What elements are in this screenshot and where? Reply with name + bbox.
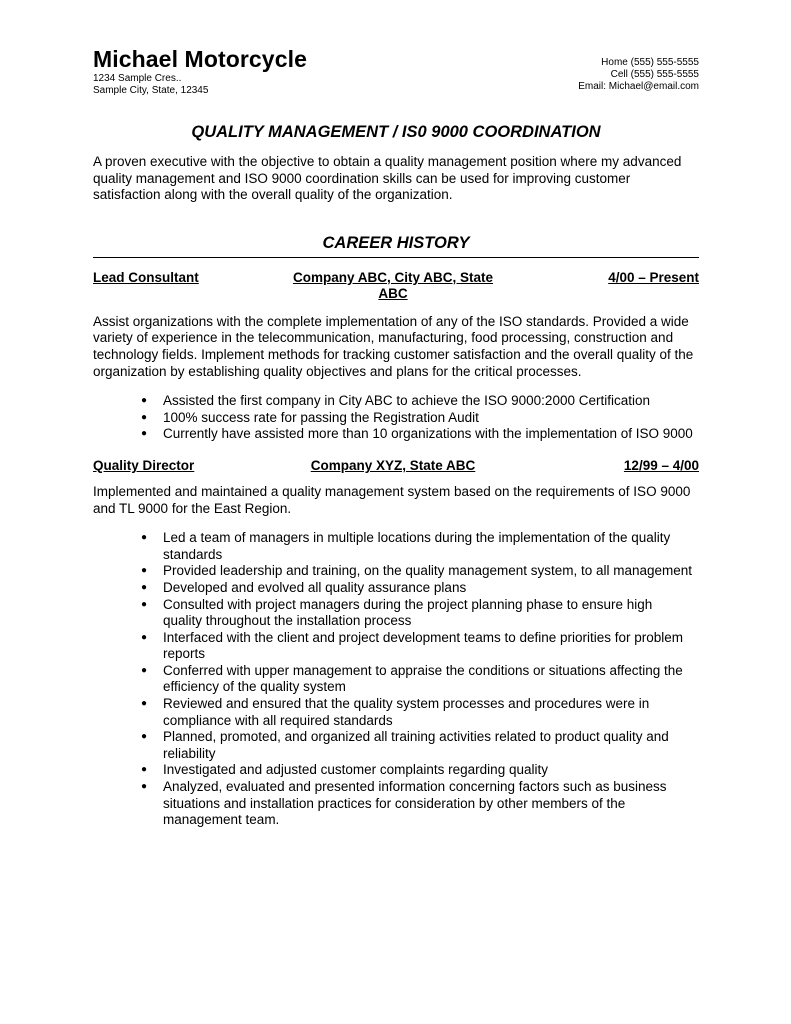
career-history-heading: CAREER HISTORY — [322, 233, 470, 252]
list-item: ● Interfaced with the client and project development teams to define priorities for problem reports — [141, 629, 684, 662]
job-company: Company ABC, City ABC, State ABC — [292, 269, 494, 302]
bullet-icon: ● — [141, 532, 148, 544]
bullet-icon: ● — [141, 565, 148, 577]
list-item: ● Investigated and adjusted customer complaints regarding quality — [141, 762, 548, 778]
job-company: Company XYZ, State ABC — [310, 457, 476, 473]
bullet-icon: ● — [141, 664, 148, 676]
bullet-icon: ● — [141, 698, 148, 710]
list-item: ● Analyzed, evaluated and presented information concerning factors such as business situations and installation practices for consideration by other members of the management team. — [141, 779, 667, 828]
bullet-icon: ● — [141, 631, 148, 643]
job-description: Assist organizations with the complete implementation of any of the ISO standards. Provided a wide variety of experience in the telecommunication, manufacturing, food processing, construction and technology fields. Implement methods for tracking customer satisfaction and the overall quality of the organization by establishing quality objectives and plans for the critical processes. — [93, 313, 694, 379]
email-address: Email: Michael@email.com — [578, 81, 699, 92]
job-achievements-list — [93, 393, 699, 443]
list-item: ● Provided leadership and training, on the quality management system, to all management — [141, 563, 693, 579]
bullet-icon: ● — [141, 428, 148, 440]
resume-header — [93, 45, 699, 100]
bullet-icon: ● — [141, 581, 148, 593]
bullet-icon: ● — [141, 411, 148, 423]
contact-block — [578, 57, 699, 93]
job-title: Quality Director — [93, 457, 195, 473]
list-item: ● Assisted the first company in City ABC to achieve the ISO 9000:2000 Certification — [141, 393, 650, 409]
list-item: ● 100% success rate for passing the Registration Audit — [141, 409, 479, 425]
address-line-2: Sample City, State, 12345 — [93, 85, 209, 96]
address-line-1: 1234 Sample Cres.. — [93, 73, 182, 84]
bullet-icon: ● — [141, 395, 148, 407]
candidate-name: Michael Motorcycle — [93, 46, 307, 72]
job-header — [93, 458, 699, 476]
job-dates: 12/99 – 4/00 — [623, 457, 699, 473]
list-item: ● Led a team of managers in multiple locations during the implementation of the quality standards — [141, 530, 671, 562]
list-item: ● Reviewed and ensured that the quality system processes and procedures were in compliance with all required standards — [141, 696, 650, 728]
bullet-icon: ● — [141, 598, 148, 610]
job-achievements-list — [93, 530, 699, 829]
list-item: ● Developed and evolved all quality assurance plans — [141, 579, 467, 595]
bullet-icon: ● — [141, 781, 148, 793]
cell-phone: Cell (555) 555-5555 — [610, 69, 699, 80]
job-dates: 4/00 – Present — [608, 269, 699, 285]
list-item: ● Planned, promoted, and organized all training activities related to product quality and reliability — [141, 729, 669, 761]
job-title: Lead Consultant — [93, 269, 199, 285]
resume-page — [93, 45, 699, 829]
bullet-icon: ● — [141, 764, 148, 776]
job-header — [93, 270, 699, 304]
list-item: ● Consulted with project managers during the project planning phase to ensure high quality throughout the installation process — [141, 596, 653, 629]
section-divider — [93, 257, 699, 258]
objective-text: A proven executive with the objective to obtain a quality management position where my advanced quality management and ISO 9000 coordination skills can be used for improving customer satisfaction along with the overall quality of the organization. — [93, 154, 682, 203]
objective-heading: QUALITY MANAGEMENT / IS0 9000 COORDINATION — [191, 123, 601, 141]
list-item: ● Currently have assisted more than 10 organizations with the implementation of ISO 9000 — [141, 426, 693, 442]
bullet-icon: ● — [141, 731, 148, 743]
job-description: Implemented and maintained a quality management system based on the requirements of ISO 9000 and TL 9000 for the East Region. — [93, 483, 691, 516]
list-item: ● Conferred with upper management to appraise the conditions or situations affecting the efficiency of the quality system — [141, 662, 683, 695]
home-phone: Home (555) 555-5555 — [601, 57, 699, 68]
